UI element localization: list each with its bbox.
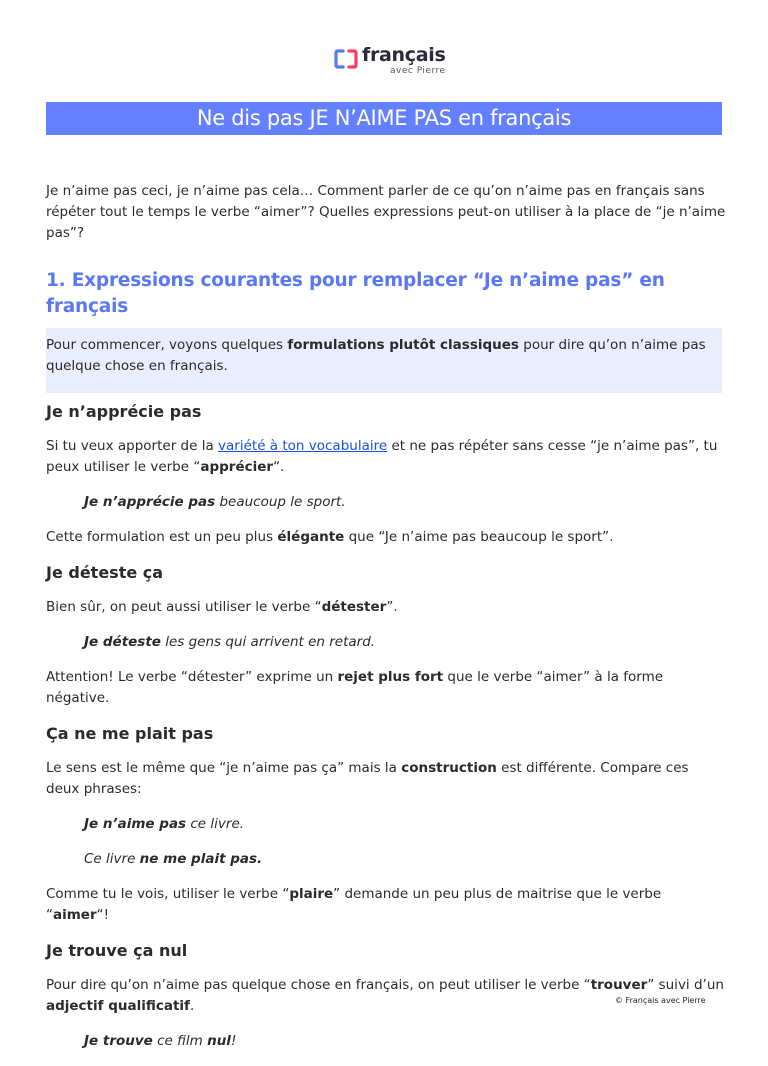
paragraph-deteste-2: Attention! Le verbe “détester” exprime un rejet plus fort que le verbe “aimer” à la forme négative.	[46, 669, 664, 706]
paragraph-plait: Le sens est le même que “je n’aime pas ça” mais la construction est différente. Compare ces deux phrases:	[46, 760, 689, 797]
highlight-box	[46, 328, 722, 393]
article-body	[46, 181, 726, 1066]
vocabulary-link[interactable]: variété à ton vocabulaire	[218, 438, 388, 454]
site-logo	[0, 44, 768, 78]
paragraph-deteste: Bien sûr, on peut aussi utiliser le verbe “détester”.	[46, 599, 398, 615]
paragraph-apprecie: Si tu veux apporter de la variété à ton vocabulaire et ne pas répéter sans cesse “je n’aime pas”, tu peux utiliser le verbe “apprécier“.	[46, 438, 718, 475]
logo-title: français	[362, 44, 446, 66]
paragraph-nul: Pour dire qu’on n’aime pas quelque chose en français, on peut utiliser le verbe “trouver” suivi d’un adjectif qualificatif.	[46, 977, 724, 1014]
subheading-apprecie: Je n’apprécie pas	[46, 402, 202, 421]
logo-brackets-icon	[334, 49, 358, 69]
subheading-plait: Ça ne me plait pas	[46, 724, 214, 743]
subheading-nul: Je trouve ça nul	[46, 941, 188, 960]
logo-subtitle: avec Pierre	[390, 66, 446, 76]
example-apprecie: Je n’apprécie pas beaucoup le sport.	[84, 494, 346, 510]
subheading-deteste: Je déteste ça	[46, 563, 164, 582]
highlight-paragraph: Pour commencer, voyons quelques formulations plutôt classiques pour dire qu’on n’aime pas quelque chose en français.	[46, 337, 706, 374]
page-title-banner: Ne dis pas JE N’AIME PAS en français	[46, 102, 722, 135]
intro-paragraph: Je n’aime pas ceci, je n’aime pas cela… Comment parler de ce qu’on n’aime pas en français sans répéter tout le temps le verbe “aimer”? Quelles expressions peut-on utiliser à la place de “je n’aime pas”?	[46, 183, 726, 241]
example-plait-2: Ce livre ne me plait pas.	[84, 851, 263, 867]
example-plait-1: Je n’aime pas ce livre.	[84, 816, 245, 832]
example-nul: Je trouve ce film nul!	[84, 1033, 237, 1049]
paragraph-plait-2: Comme tu le vois, utiliser le verbe “plaire” demande un peu plus de maitrise que le verbe “aimer“!	[46, 886, 662, 923]
paragraph-apprecie-2: Cette formulation est un peu plus élégante que “Je n’aime pas beaucoup le sport”.	[46, 529, 614, 545]
page-footer: © Français avec Pierre	[615, 996, 706, 1005]
section-heading-1: 1. Expressions courantes pour remplacer “Je n’aime pas” en français	[46, 270, 665, 317]
example-deteste: Je déteste les gens qui arrivent en retard.	[84, 634, 376, 650]
